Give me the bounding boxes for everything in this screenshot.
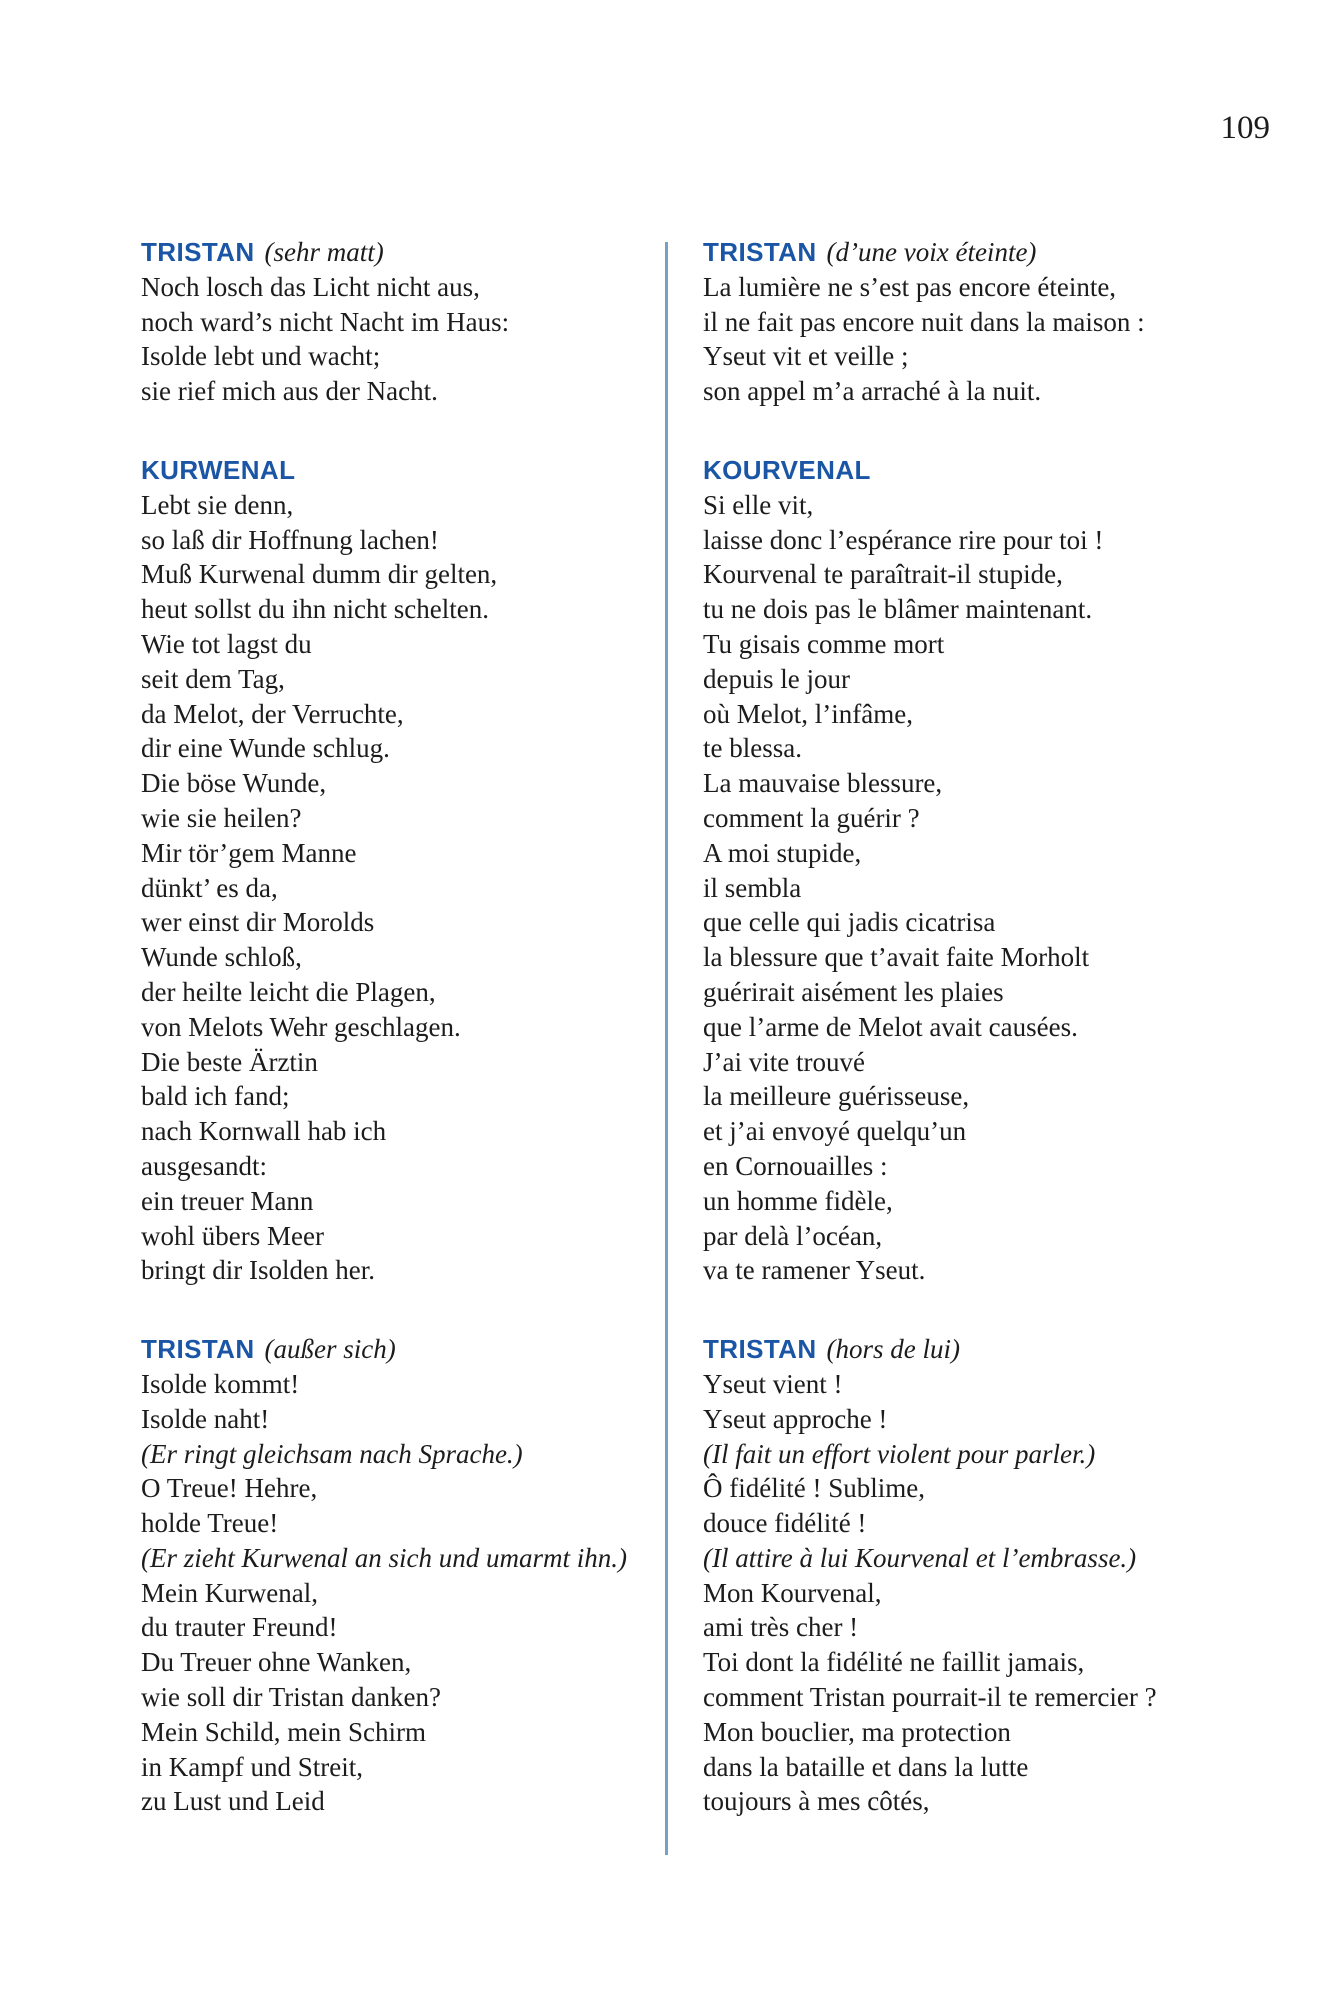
libretto-line: wie sie heilen?: [141, 802, 302, 833]
libretto-line: Si elle vit,: [703, 489, 814, 520]
libretto-line: Noch losch das Licht nicht aus,: [141, 271, 480, 302]
stage-direction-inline: (hors de lui): [826, 1334, 961, 1365]
stage-direction-inline: (sehr matt): [264, 237, 384, 267]
libretto-line: te blessa.: [703, 733, 802, 764]
libretto-line: la blessure que t’avait faite Morholt: [703, 942, 1090, 973]
libretto-line: ein treuer Mann: [141, 1185, 314, 1216]
libretto-line: O Treue! Hehre,: [141, 1473, 318, 1504]
stage-direction-inline: (außer sich): [264, 1334, 396, 1365]
libretto-line: laisse donc l’espérance rire pour toi !: [703, 524, 1104, 555]
stage-direction-line: (Il attire à lui Kourvenal et l’embrasse.): [703, 1542, 1137, 1573]
libretto-line: so laß dir Hoffnung lachen!: [141, 524, 439, 555]
libretto-line: bringt dir Isolden her.: [141, 1255, 375, 1286]
libretto-line: ausgesandt:: [141, 1150, 267, 1181]
libretto-line: Wie tot lagst du: [141, 628, 312, 659]
libretto-line: en Cornouailles :: [703, 1150, 888, 1181]
speech-block: [141, 235, 646, 409]
libretto-line: seit dem Tag,: [141, 663, 285, 694]
libretto-line: noch ward’s nicht Nacht im Haus:: [141, 306, 510, 337]
libretto-line: comment la guérir ?: [703, 802, 920, 833]
speaker-heading: [141, 453, 646, 488]
page-number: 109: [1220, 110, 1270, 146]
libretto-line: Yseut vient !: [703, 1368, 843, 1399]
libretto-line: depuis le jour: [703, 663, 850, 694]
libretto-line: Mon bouclier, ma protection: [703, 1716, 1011, 1747]
speaker-label: TRISTAN: [141, 237, 255, 267]
libretto-line: der heilte leicht die Plagen,: [141, 976, 436, 1007]
libretto-line: dans la bataille et dans la lutte: [703, 1751, 1029, 1782]
speaker-label: KURWENAL: [141, 454, 296, 485]
libretto-line: Yseut vit et veille ;: [703, 341, 909, 372]
libretto-line: que l’arme de Melot avait causées.: [703, 1011, 1078, 1042]
libretto-line: Tu gisais comme mort: [703, 628, 945, 659]
stage-direction-inline: (d’une voix éteinte): [826, 237, 1037, 267]
libretto-line: A moi stupide,: [703, 837, 862, 868]
libretto-line: wohl übers Meer: [141, 1220, 324, 1251]
libretto-line: ami très cher !: [703, 1612, 859, 1643]
stage-direction-line: (Il fait un effort violent pour parler.): [703, 1438, 1096, 1469]
libretto-line: Isolde kommt!: [141, 1368, 300, 1399]
libretto-line: La lumière ne s’est pas encore éteinte,: [703, 271, 1117, 302]
libretto-line: da Melot, der Verruchte,: [141, 698, 404, 729]
libretto-line: La mauvaise blessure,: [703, 768, 943, 799]
libretto-line: nach Kornwall hab ich: [141, 1116, 387, 1147]
libretto-line: où Melot, l’infâme,: [703, 698, 913, 729]
speaker-label: TRISTAN: [703, 1334, 817, 1365]
libretto-line: Ô fidélité ! Sublime,: [703, 1473, 925, 1504]
speech-block: [703, 453, 1263, 1288]
libretto-line: heut sollst du ihn nicht schelten.: [141, 594, 489, 625]
libretto-line: wie soll dir Tristan danken?: [141, 1682, 441, 1713]
libretto-line: un homme fidèle,: [703, 1185, 893, 1216]
speaker-heading: [703, 235, 1263, 270]
speaker-heading: [703, 453, 1263, 488]
libretto-line: la meilleure guérisseuse,: [703, 1081, 970, 1112]
column-german: [141, 235, 646, 1819]
libretto-line: Toi dont la fidélité ne faillit jamais,: [703, 1647, 1085, 1678]
stage-direction-line: (Er zieht Kurwenal an sich und umarmt ihn.): [141, 1542, 627, 1573]
libretto-line: wer einst dir Morolds: [141, 907, 375, 938]
libretto-line: Wunde schloß,: [141, 942, 302, 973]
libretto-line: Muß Kurwenal dumm dir gelten,: [141, 559, 498, 590]
libretto-line: Die beste Ärztin: [141, 1046, 318, 1077]
column-french: [703, 235, 1263, 1819]
libretto-line: par delà l’océan,: [703, 1220, 883, 1251]
libretto-line: zu Lust und Leid: [141, 1786, 325, 1817]
libretto-line: Die böse Wunde,: [141, 768, 327, 799]
libretto-line: il sembla: [703, 872, 802, 903]
speech-block: [703, 1332, 1263, 1819]
libretto-line: Mir tör’gem Manne: [141, 837, 357, 868]
libretto-line: in Kampf und Streit,: [141, 1751, 363, 1782]
speech-block: [703, 235, 1263, 409]
libretto-line: Yseut approche !: [703, 1403, 888, 1434]
libretto-line: guérirait aisément les plaies: [703, 976, 1004, 1007]
speaker-label: KOURVENAL: [703, 454, 871, 485]
libretto-line: que celle qui jadis cicatrisa: [703, 907, 996, 938]
libretto-line: Du Treuer ohne Wanken,: [141, 1647, 412, 1678]
libretto-line: son appel m’a arraché à la nuit.: [703, 376, 1042, 407]
speaker-label: TRISTAN: [141, 1334, 255, 1365]
libretto-line: toujours à mes côtés,: [703, 1786, 930, 1817]
libretto-line: va te ramener Yseut.: [703, 1255, 926, 1286]
libretto-line: bald ich fand;: [141, 1081, 290, 1112]
speaker-heading: [703, 1332, 1263, 1367]
speaker-heading: [141, 1332, 646, 1367]
libretto-line: douce fidélité !: [703, 1508, 867, 1539]
libretto-line: il ne fait pas encore nuit dans la maison :: [703, 306, 1145, 337]
speaker-label: TRISTAN: [703, 237, 817, 267]
libretto-line: von Melots Wehr geschlagen.: [141, 1011, 461, 1042]
libretto-line: dünkt’ es da,: [141, 872, 278, 903]
libretto-line: J’ai vite trouvé: [703, 1046, 865, 1077]
libretto-line: du trauter Freund!: [141, 1612, 338, 1643]
libretto-line: Isolde lebt und wacht;: [141, 341, 381, 372]
libretto-line: Mein Schild, mein Schirm: [141, 1716, 426, 1747]
speech-block: [141, 1332, 646, 1819]
libretto-line: Mein Kurwenal,: [141, 1577, 318, 1608]
libretto-line: comment Tristan pourrait-il te remercier ?: [703, 1682, 1157, 1713]
speech-block: [141, 453, 646, 1288]
libretto-line: Lebt sie denn,: [141, 489, 294, 520]
libretto-line: sie rief mich aus der Nacht.: [141, 376, 438, 407]
libretto-line: holde Treue!: [141, 1508, 279, 1539]
libretto-line: Mon Kourvenal,: [703, 1577, 882, 1608]
libretto-line: dir eine Wunde schlug.: [141, 733, 390, 764]
libretto-line: et j’ai envoyé quelqu’un: [703, 1116, 967, 1147]
libretto-line: Kourvenal te paraîtrait-il stupide,: [703, 559, 1063, 590]
libretto-line: tu ne dois pas le blâmer maintenant.: [703, 594, 1093, 625]
libretto-line: Isolde naht!: [141, 1403, 270, 1434]
speaker-heading: [141, 235, 646, 270]
column-divider-rule: [665, 242, 668, 1855]
stage-direction-line: (Er ringt gleichsam nach Sprache.): [141, 1438, 523, 1469]
